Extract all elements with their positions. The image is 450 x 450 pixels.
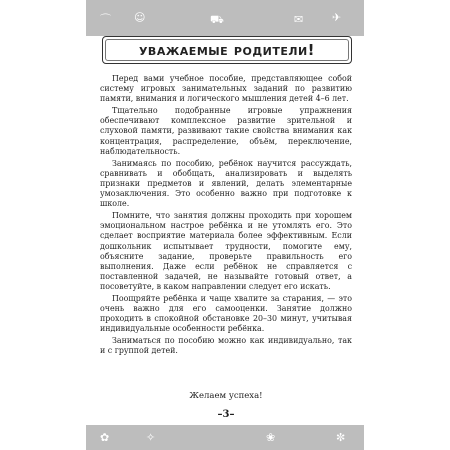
flower-doodle-icon: ✿: [100, 431, 110, 444]
envelope-doodle-icon: ✉: [294, 13, 304, 26]
bird-doodle-icon: ⌒: [100, 13, 111, 26]
page-title: уважаемые родители!: [138, 41, 316, 59]
snowflake-doodle-icon: ✼: [336, 431, 346, 444]
paragraph: Заниматься по пособию можно как индивидуально, так и с группой детей.: [100, 336, 352, 356]
paragraph: Помните, что занятия должны проходить при хорошем эмоциональном настрое ребёнка и не утомлять его. Это сделает восприятие материала более эффективным. Если дошкольник испытывает трудности, помогите ему, объясните задание, проверьте правильность его выполнения. Даже если ребёнок не справляется с поставленной задачей, не называйте готовый ответ, а посоветуйте, в каком направлении следует его искать.: [100, 211, 352, 291]
face-doodle-icon: ☺: [134, 11, 146, 24]
paragraph: Занимаясь по пособию, ребёнок научится рассуждать, сравнивать и обобщать, анализировать и выделять признаки предметов и явлений, делать элементарные умозаключения. Это особенно важно при подготовке к школе.: [100, 158, 352, 209]
page-number: –3–: [217, 409, 235, 420]
letter-body: [100, 74, 352, 359]
car-doodle-icon: ⛟: [210, 13, 224, 26]
rocket-doodle-icon: ✈: [332, 11, 342, 24]
closing-wish: Желаем успеха!: [189, 391, 263, 401]
paragraph: Поощряйте ребёнка и чаще хвалите за старания, — это очень важно для его самооценки. Занятие должно проходить в спокойной обстановке 20–30 минут, учитывая индивидуальные особенности ребёнка.: [100, 293, 352, 334]
paragraph: Перед вами учебное пособие, представляющее собой систему игровых занимательных заданий по развитию памяти, внимания и логического мышления детей 4–6 лет.: [100, 74, 352, 104]
bottom-decorative-band: [86, 425, 364, 450]
heading-frame: [102, 36, 352, 64]
flower-doodle-icon: ❀: [266, 431, 276, 444]
top-decorative-band: [86, 0, 364, 36]
paragraph: Тщательно подобранные игровые упражнения обеспечивают комплексное развитие зрительной и слуховой памяти, развивают такие свойства внимания как концентрация, распределение, объём, переключение, наблюдательность.: [100, 106, 352, 156]
star-doodle-icon: ✧: [146, 431, 156, 444]
